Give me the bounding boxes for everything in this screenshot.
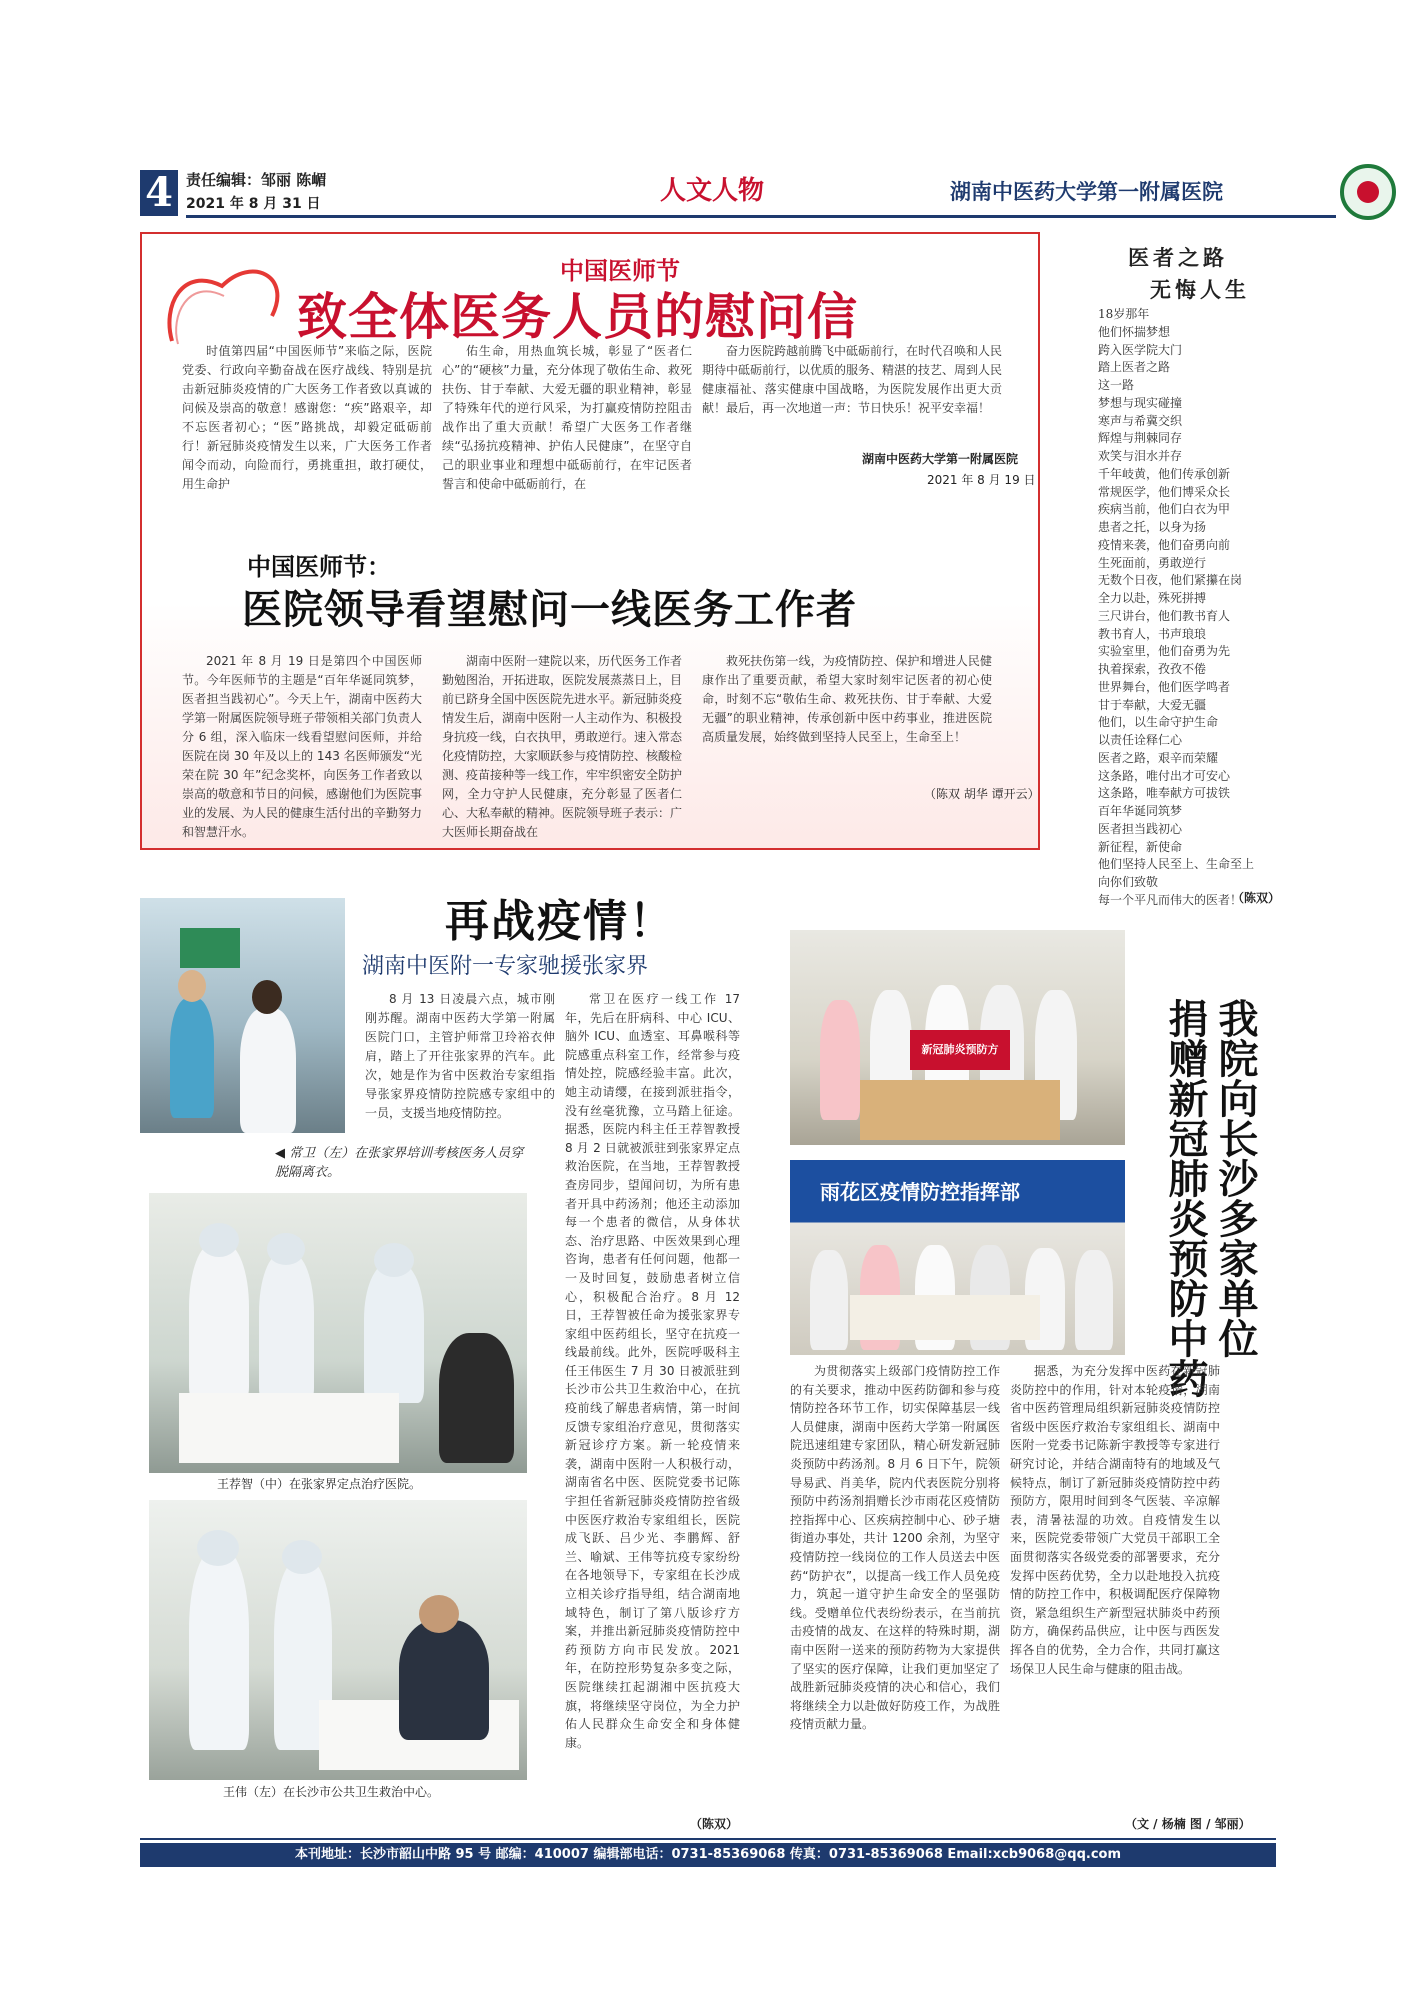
letter-column-2: 佑生命，用热血筑长城，彰显了“医者仁心”的“硬核”力量，充分体现了敬佑生命、救死扶伤、甘于奉献、大爱无疆的职业精神，彰显了特殊年代的逆行风采，为打赢疫情防控阻击战作出了重大贡献！希望广大医务工作者继续“弘扬抗疫精神、护佑人民健康”，在坚守自己的职业事业和理想中砥砺前行，在牢记医者誓言和使命中砥砺前行，在 <box>442 344 692 491</box>
poem-line: 生死面前，勇敢逆行 <box>1098 555 1207 570</box>
poem-line: 这条路，唯付出才可安心 <box>1098 768 1231 783</box>
poem-line: 教书育人，书声琅琅 <box>1098 626 1207 641</box>
hospital-name: 湖南中医药大学第一附属医院 <box>950 180 1223 204</box>
photo-chang-wei-training <box>140 898 345 1133</box>
poem-line: 无数个日夜，他们紧攥在岗 <box>1098 573 1243 588</box>
poem-line: 执着探索，孜孜不倦 <box>1098 662 1207 676</box>
poem-title: 医者之路 <box>1128 245 1228 270</box>
letter-headline: 致全体医务人员的慰问信 <box>297 287 858 346</box>
letter-column-3: 奋力医院跨越前腾飞中砥砺前行，在时代召唤和人民期待中砥砺前行，以优质的服务、精湛的技艺、周到人民健康福祉、落实健康中国战略，为医院发展作出更大贡献！最后，再一次地道一声：节日快乐！祝平安幸福！ <box>702 344 1003 415</box>
donation-headline-line-1: 我院向长沙多家单位 <box>1212 998 1259 1358</box>
poem-line: 以责任诠释仁心 <box>1098 733 1183 747</box>
heart-ribbon-icon <box>152 246 302 356</box>
visit-column-3: 救死扶伤第一线，为疫情防控、保护和增进人民健康作出了重要贡献，希望大家时刻牢记医者的初心使命，时刻不忘“敬佑生命、救死扶伤、甘于奉献、大爱无疆”的职业精神，传承创新中医中药事业，推进医院高质量发展，始终做到坚持人民至上，生命至上！ <box>702 654 992 744</box>
poem-line: 18岁那年 <box>1098 307 1150 321</box>
donation-column-2: 据悉，为充分发挥中医药在新冠肺炎防控中的作用，针对本轮疫情，湖南省中医药管理局组织新冠肺炎疫情防控省级中医医疗救治专家组组长、湖南中医附一党委书记陈新宇教授等专家进行研究讨论，并结合湖南特有的地域及气候特点，制订了新冠肺炎疫情防控中药预防方，限用时间到冬气医装、辛凉解表，清暑祛湿的功效。自疫情发生以来，医院党委带领广大党员干部职工全面贯彻落实各级党委的部署要求，充分发挥中医药优势，全力以赴地投入抗疫情的防控工作中，积极调配医疗保障物资，紧急组织生产新型冠状肺炎中药预防方，确保药品供应，让中医与西医发挥各自的优势，全力合作，共同打赢这场保卫人民生命与健康的阻击战。 <box>1010 1364 1220 1676</box>
poem-line: 全力以赴，殊死拼搏 <box>1098 591 1207 605</box>
photo1-caption: ◀ 常卫（左）在张家界培训考核医务人员穿脱隔离衣。 <box>275 1146 524 1180</box>
poem-line: 他们，以生命守护生命 <box>1098 715 1219 730</box>
footer-address: 本刊地址：长沙市韶山中路 95 号 邮编：410007 编辑部电话：0731-85369068 传真：0731-85369068 Email:xcb9068@qq.com <box>140 1843 1276 1867</box>
poem-line: 辉煌与荆棘同存 <box>1098 431 1183 446</box>
poem-line: 医者之路，艰辛而荣耀 <box>1098 750 1219 765</box>
donation-box-label: 新冠肺炎预防方 <box>910 1030 1010 1070</box>
poem-line: 患者之托，以身为扬 <box>1098 520 1207 534</box>
poem-line: 医者担当践初心 <box>1098 821 1183 836</box>
poem-line: 跨入医学院大门 <box>1098 342 1183 357</box>
visit-column-1: 2021 年 8 月 19 日是第四个中国医师节。今年医师节的主题是“百年华诞同筑梦，医者担当践初心”。今天上午，湖南中医药大学第一附属医院领导班子带领相关部门负责人分 6 组，深入临床一线看望慰问医师，并给医院在岗 30 年及以上的 143 名医师颁发“光荣在院 30 年”纪念奖杯，向医务工作者致以崇高的敬意和节日的问候，感谢他们为医院事业的发展、为人民的健康生活付出的辛勤努力和智慧汗水。 <box>182 654 423 839</box>
donation-banner: 雨花区疫情防控指挥部 <box>820 1180 1020 1204</box>
letter-kicker: 中国医师节 <box>560 256 680 285</box>
poem-line: 疫情来袭，他们奋勇向前 <box>1098 537 1231 552</box>
photo-wang-wei-center <box>149 1500 527 1780</box>
poem-line: 这一路 <box>1098 378 1135 392</box>
masthead <box>140 168 1245 218</box>
poem-line: 欢笑与泪水并存 <box>1098 449 1183 463</box>
poem-subtitle: 无悔人生 <box>1150 277 1250 302</box>
letter-signature: 湖南中医药大学第一附属医院 <box>862 452 1019 466</box>
poem-line: 甘于奉献，大爱无疆 <box>1098 697 1207 712</box>
poem-byline: （陈双） <box>1232 891 1281 905</box>
fight-column-1: 8 月 13 日凌晨六点，城市刚刚苏醒。湖南中医药大学第一附属医院门口，主管护师常卫玲裕衣伸肩，踏上了开往张家界的汽车。此次，她是作为省中医救治专家组指导张家界疫情防控院感专家组中的一员，支援当地疫情防控。 <box>365 992 555 1120</box>
poem-line: 他们怀揣梦想 <box>1098 324 1171 339</box>
visit-kicker: 中国医师节： <box>247 552 391 581</box>
photo2-caption: 王荐智（中）在张家界定点治疗医院。 <box>217 1477 422 1491</box>
letter-date: 2021 年 8 月 19 日 <box>927 473 1036 487</box>
letter-panel <box>140 232 1040 850</box>
letter-column-1: 时值第四届“中国医师节”来临之际，医院党委、行政向辛勤奋战在医疗战线、特别是抗击新冠肺炎疫情的广大医务工作者致以真诚的问候及崇高的敬意！感谢您：“疾”路艰辛，却不忘医者初心；“医”路挑战，却毅定砥砺前行！新冠肺炎疫情发生以来，广大医务工作者闻令而动，向险而行，勇挑重担，敢打硬仗，用生命护 <box>182 344 432 491</box>
poem-line: 三尺讲台，他们教书育人 <box>1098 608 1231 623</box>
poem-line: 百年华诞同筑梦 <box>1098 804 1183 818</box>
hospital-logo-icon <box>1340 164 1396 220</box>
photo-donation-ceremony <box>790 930 1125 1145</box>
page-number: 4 <box>140 170 178 216</box>
poem-line: 这条路，唯奉献方可拔铁 <box>1098 786 1231 801</box>
masthead-rule <box>186 215 1336 218</box>
poem-line: 踏上医者之路 <box>1098 360 1171 375</box>
poem-line: 疾病当前，他们白衣为甲 <box>1098 502 1231 517</box>
visit-column-2: 湖南中医附一建院以来，历代医务工作者勤勉图治，开拓进取，医院发展蒸蒸日上，目前已跻身全国中医医院先进水平。新冠肺炎疫情发生后，湖南中医附一人主动作为、积极投身抗疫一线，白衣执甲，勇敢逆行。速入常态化疫情防控，大家顺跃参与疫情防控、核酸检测、疫苗接种等一线工作，牢牢织密安全防护网，全力守护人民健康，充分彰显了医者仁心、大私奉献的精神。医院领导班子表示：广大医师长期奋战在 <box>442 654 683 839</box>
section-title: 人文人物 <box>660 176 765 206</box>
poem-line: 新征程，新使命 <box>1098 839 1183 854</box>
photo3-caption: 王伟（左）在长沙市公共卫生救治中心。 <box>223 1785 440 1799</box>
poem-line: 实验室里，他们奋勇为先 <box>1098 644 1231 659</box>
fight-byline: （陈双） <box>690 1817 739 1831</box>
poem-line: 常规医学，他们博采众长 <box>1098 484 1231 499</box>
poem-line: 向你们致敬 <box>1098 875 1159 889</box>
fight-headline: 再战疫情！ <box>445 896 675 947</box>
photo-donation-yuhua <box>790 1160 1125 1355</box>
donation-byline: （文 / 杨楠 图 / 邹丽） <box>1125 1817 1251 1831</box>
poem-line: 世界舞台，他们医学鸣者 <box>1098 679 1231 694</box>
poem-line: 他们坚持人民至上、生命至上 <box>1098 857 1255 872</box>
visit-headline: 医院领导看望慰问一线医务工作者 <box>242 586 857 633</box>
photo-wang-jianzhi-ward <box>149 1193 527 1473</box>
donation-column-1: 为贯彻落实上级部门疫情防控工作的有关要求，推动中医药防御和参与疫情防控各环节工作，切实保障基层一线人员健康，湖南中医药大学第一附属医院迅速组建专家团队，精心研发新冠肺炎预防中药汤剂。8 月 6 日下午，院领导易武、肖美华，院内代表医院分别将预防中药汤剂捐赠长沙市雨花区疫情防控指挥中心、区疾病控制中心、砂子塘街道办事处，共计 1200 余剂，为坚守疫情防控一线岗位的工作人员送去中医药“防护衣”，以提高一线工作人员免疫力，筑起一道守护生命安全的坚强防线。受赠单位代表纷纷表示，在当前抗击疫情的战友、在这样的特殊时期，湖南中医附一送来的预防药物为大家提供了坚实的医疗保障，让我们更加坚定了战胜新冠肺炎疫情的决心和信心，我们将继续全力以赴做好防疫工作，为战胜疫情贡献力量。 <box>790 1364 1000 1732</box>
donation-headline-line-2: 捐赠新冠肺炎预防中药 <box>1162 998 1209 1398</box>
poem-body <box>1098 306 1281 910</box>
poem-line: 寒声与希冀交织 <box>1098 413 1183 428</box>
fight-column-2: 常卫在医疗一线工作 17 年，先后在肝病科、中心 ICU、脑外 ICU、血透室、耳鼻喉科等院感重点科室工作，经常参与疫情处控，院感经验丰富。此次，她主动请缨，在接到派驻指令，没有丝毫犹豫，立马踏上征途。据悉，医院内科主任王荐智教授 8 月 2 日就被派驻到张家界定点救治医院，在当地，王荐智教授查房同步，望闻问切，为所有患者开具中药汤剂；他还主动添加每一个患者的微信，从身体状态、治疗思路、中医效果到心理咨询，患者有任何问题，他都一一及时回复，鼓励患者树立信心，积极配合治疗。8 月 12 日，王荐智被任命为援张家界专家组中医药组长，坚守在抗疫一线最前线。此外，医院呼吸科主任王伟医生 7 月 30 日被派驻到长沙市公共卫生救治中心，在抗疫前线了解患者病情，第一时间反馈专家组治疗意见，贯彻落实新冠诊疗方案。新一轮疫情来袭，湖南中医附一人积极行动，湖南省名中医、医院党委书记陈宇担任省新冠肺炎疫情防控省级中医医疗救治专家组组长，医院成飞跃、吕少光、李鹏辉、舒兰、喻斌、王伟等抗疫专家纷纷在各地领导下，专家组在长沙成立相关诊疗指导组，结合湖南地域特色，制订了第八版诊疗方案，并推出新冠肺炎疫情防控中药预防方向市民发放。2021 年，在防控形势复杂多变之际，医院继续扛起湖湘中医抗疫大旗，将继续坚守岗位，为全力护佑人民群众生命安全和身体健康。 <box>565 992 740 1750</box>
poem-line: 千年岐黄，他们传承创新 <box>1098 466 1231 481</box>
issue-date: 2021 年 8 月 31 日 <box>186 196 321 212</box>
poem-line: 每一个平凡而伟大的医者！ <box>1098 892 1243 907</box>
visit-byline: （陈双 胡华 谭开云） <box>924 787 1040 801</box>
footer-rule <box>140 1838 1276 1840</box>
poem-line: 梦想与现实碰撞 <box>1098 395 1183 410</box>
editor-credit: 责任编辑：邹丽 陈嵋 <box>186 171 327 189</box>
fight-subhead: 湖南中医附一专家驰援张家界 <box>362 954 649 979</box>
